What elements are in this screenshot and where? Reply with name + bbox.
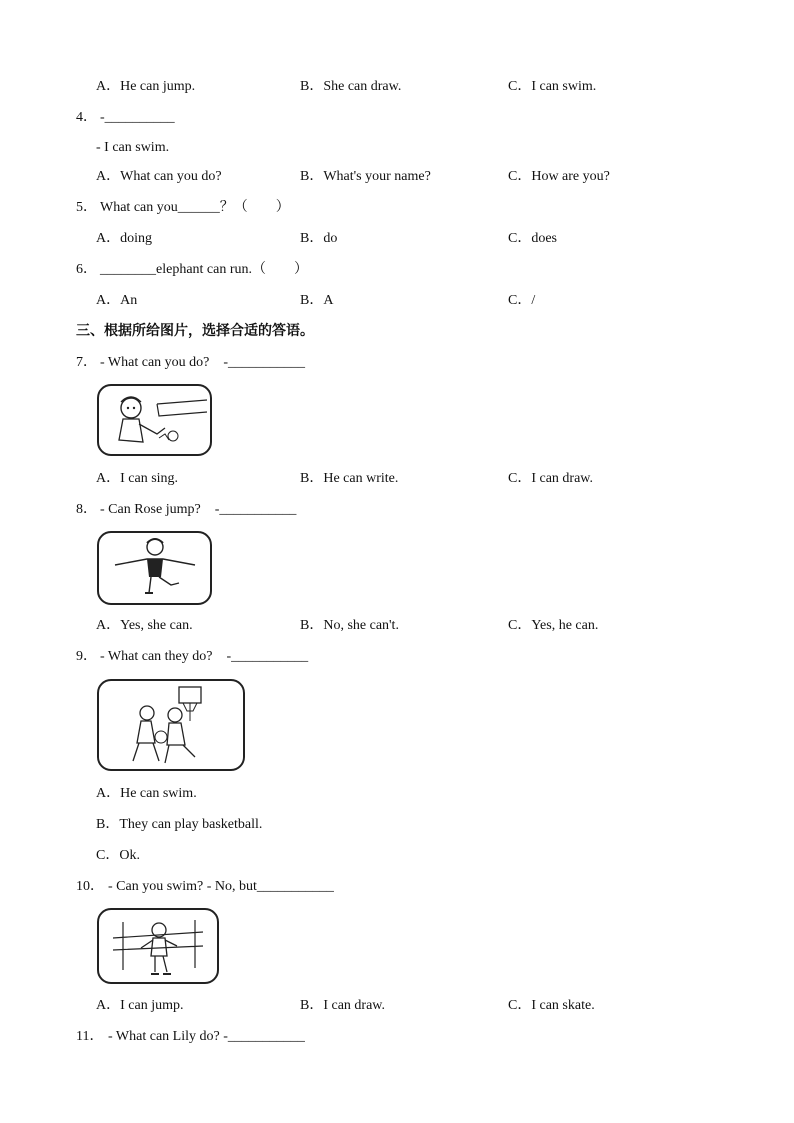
dialogue-line: - I can swim.: [96, 140, 170, 155]
option-c[interactable]: C．Yes, he can.: [508, 618, 599, 633]
q10-options: [0, 996, 794, 1016]
question-11: [0, 1027, 794, 1047]
option-c[interactable]: C．does: [508, 231, 557, 246]
option-a[interactable]: A．He can swim.: [96, 786, 197, 801]
q8-options: [0, 616, 794, 636]
question-number: 5．: [76, 200, 97, 215]
question-5: [0, 198, 794, 218]
boy-skating-illustration: [97, 908, 219, 984]
option-a[interactable]: A．I can jump.: [96, 998, 184, 1013]
option-c[interactable]: C．I can skate.: [508, 998, 595, 1013]
question-stem: ________elephant can run.（ ）: [100, 262, 309, 277]
boy-drawing-illustration: [97, 384, 212, 456]
option-b[interactable]: B．What's your name?: [300, 169, 431, 184]
option-c[interactable]: C．I can swim.: [508, 79, 597, 94]
question-number: 4．: [76, 110, 97, 125]
question-number: 7．: [76, 355, 97, 370]
option-b[interactable]: B．No, she can't.: [300, 618, 399, 633]
question-stem: What can you______？（ ）: [100, 200, 290, 215]
option-a[interactable]: A．I can sing.: [96, 471, 179, 486]
question-number: 9．: [76, 649, 97, 664]
q3-options: [0, 77, 794, 97]
question-9: [0, 647, 794, 667]
question-number: 8．: [76, 502, 97, 517]
q4-options: [0, 167, 794, 187]
question-stem: - What can they do? -___________: [100, 649, 309, 664]
question-stem: -__________: [100, 110, 175, 125]
option-b[interactable]: B．A: [300, 293, 334, 308]
option-b[interactable]: B．They can play basketball.: [96, 817, 263, 832]
girl-jumping-illustration: [97, 531, 212, 605]
option-b[interactable]: B．I can draw.: [300, 998, 386, 1013]
q6-options: [0, 291, 794, 311]
question-4: [0, 108, 794, 128]
option-c[interactable]: C．I can draw.: [508, 471, 594, 486]
q5-options: [0, 229, 794, 249]
option-a[interactable]: A．Yes, she can.: [96, 618, 193, 633]
section-heading: [0, 321, 794, 341]
q9-option-b-row: [0, 815, 794, 835]
kids-basketball-illustration: [97, 679, 245, 771]
question-6: [0, 260, 794, 280]
question-stem: - Can you swim? - No, but___________: [108, 879, 334, 894]
q9-option-c-row: [0, 846, 794, 866]
option-c[interactable]: C．How are you?: [508, 169, 610, 184]
option-a[interactable]: A．He can jump.: [96, 79, 196, 94]
question-7: [0, 353, 794, 373]
question-stem: - What can Lily do? -___________: [108, 1029, 305, 1044]
section-title: 三、根据所给图片，选择合适的答语。: [76, 323, 314, 339]
question-8: [0, 500, 794, 520]
option-b[interactable]: B．She can draw.: [300, 79, 402, 94]
question-stem: - What can you do? -___________: [100, 355, 306, 370]
option-c[interactable]: C．Ok.: [96, 848, 140, 863]
question-number: 10．: [76, 879, 104, 894]
option-a[interactable]: A．What can you do?: [96, 169, 222, 184]
question-number: 11．: [76, 1029, 104, 1044]
option-b[interactable]: B．He can write.: [300, 471, 399, 486]
question-stem: - Can Rose jump? -___________: [100, 502, 297, 517]
option-b[interactable]: B．do: [300, 231, 338, 246]
q4-answer-line: [0, 138, 794, 158]
q7-options: [0, 469, 794, 489]
question-10: [0, 877, 794, 897]
option-c[interactable]: C．/: [508, 293, 536, 308]
question-number: 6．: [76, 262, 97, 277]
option-a[interactable]: A．An: [96, 293, 138, 308]
option-a[interactable]: A．doing: [96, 231, 152, 246]
q9-option-a-row: [0, 784, 794, 804]
